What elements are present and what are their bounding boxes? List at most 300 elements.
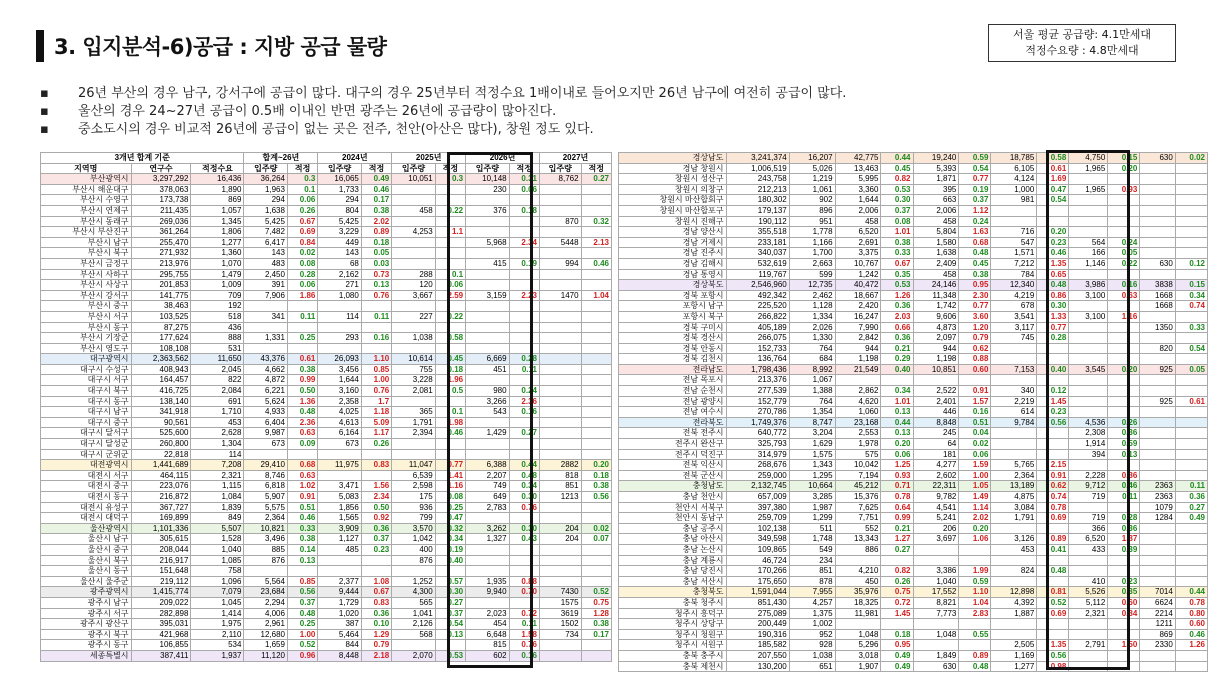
value-cell: 0.61 [287,354,317,365]
value-cell: 2,377 [318,576,362,587]
value-cell: 691 [191,396,244,407]
value-cell: 415 [466,258,510,269]
value-cell: 1,084 [191,492,244,503]
region-name-cell: 대구시 동구 [41,396,132,407]
value-cell: 1470 [539,290,581,301]
value-cell: 1,042 [392,534,436,545]
value-cell: 2,450 [244,269,288,280]
value-cell: 42,775 [835,153,881,164]
value-cell [1140,205,1176,216]
value-cell: 0.74 [1175,301,1207,312]
value-cell: 405,189 [726,322,789,333]
value-cell: 0.49 [361,174,391,185]
value-cell: 18,667 [835,290,881,301]
value-cell: 0.22 [1108,258,1140,269]
value-cell: 0.55 [959,629,991,640]
value-cell: 709 [191,290,244,301]
value-cell: 1,659 [244,640,288,651]
value-cell: 141,775 [131,290,191,301]
value-cell: 815 [466,640,510,651]
value-cell: 2,084 [191,386,244,397]
value-cell [539,184,581,195]
value-cell: 2,132,745 [726,481,789,492]
value-cell: 8,747 [789,417,835,428]
value-cell: 0.80 [1175,608,1207,619]
value-cell: 1,748 [789,534,835,545]
value-cell: 16,065 [318,174,362,185]
value-cell: 5,425 [318,216,362,227]
value-cell: 0.5 [435,386,465,397]
value-cell: 1.1 [435,227,465,238]
value-cell: 0.67 [881,258,913,269]
value-cell: 657,009 [726,492,789,503]
value-cell: 2,207 [466,470,510,481]
value-cell: 2,553 [835,428,881,439]
value-cell: 851 [539,481,581,492]
value-cell: 0.20 [1108,163,1140,174]
value-cell: 4,253 [392,227,436,238]
value-cell: 0.02 [581,523,611,534]
value-cell: 1.05 [959,481,991,492]
value-cell: 271,932 [131,248,191,259]
value-cell: 2,321 [1069,608,1108,619]
value-cell: 5,296 [835,640,881,651]
value-cell: 0.46 [1175,629,1207,640]
region-name-cell: 경남 진주시 [619,248,727,259]
value-cell: 5,026 [789,163,835,174]
value-cell: 1,935 [466,576,510,587]
value-cell: 888 [191,333,244,344]
value-cell: 3,697 [913,534,959,545]
value-cell: 0.83 [361,460,391,471]
region-name-cell: 대구시 중구 [41,417,132,428]
value-cell: 0.34 [509,481,539,492]
value-cell: 1.10 [361,354,391,365]
value-cell: 130,200 [726,661,789,672]
value-cell: 3,018 [835,650,881,661]
value-cell: 1,345 [191,216,244,227]
value-cell: 16,436 [191,174,244,185]
value-cell: 0.13 [435,629,465,640]
value-cell: 192 [191,301,244,312]
value-cell: 6,221 [244,386,288,397]
region-name-cell: 충청북도 [619,587,727,598]
value-cell [1140,333,1176,344]
value-cell: 453 [191,417,244,428]
value-cell: 3,159 [466,290,510,301]
value-cell: 325,793 [726,439,789,450]
value-cell [581,576,611,587]
value-cell [287,301,317,312]
value-cell: 1,041 [392,608,436,619]
value-cell: 0.24 [959,216,991,227]
value-cell: 136,764 [726,354,789,365]
region-name-cell: 부산시 사하구 [41,269,132,280]
value-cell [1140,237,1176,248]
value-cell: 1.98 [435,417,465,428]
value-cell: 2.23 [509,290,539,301]
value-cell [581,386,611,397]
value-cell: 201,853 [131,280,191,291]
value-cell: 5,507 [191,523,244,534]
value-cell: 1,388 [789,386,835,397]
value-cell: 944 [913,343,959,354]
value-cell: 1.27 [881,534,913,545]
value-cell: 0.54 [435,619,465,630]
region-name-cell: 대구시 달성군 [41,439,132,450]
value-cell: 2,401 [913,396,959,407]
value-cell [991,375,1037,386]
value-cell: 179,137 [726,205,789,216]
value-cell [959,544,991,555]
value-cell: 0.69 [287,227,317,238]
value-cell [539,280,581,291]
value-cell: 1.00 [361,375,391,386]
column-header: 연구수 [131,163,191,174]
value-cell: 0.49 [881,661,913,672]
value-cell: 0.88 [959,354,991,365]
value-cell [539,502,581,513]
value-cell: 799 [392,513,436,524]
value-cell: 0.60 [1108,597,1140,608]
value-cell: 0.91 [287,492,317,503]
value-cell: 5,995 [835,174,881,185]
value-cell [1175,227,1207,238]
value-cell: 2,162 [318,269,362,280]
value-cell: 1,006,519 [726,163,789,174]
region-name-cell: 전북 군산시 [619,470,727,481]
value-cell: 0.36 [361,523,391,534]
value-cell: 0.72 [881,597,913,608]
value-cell [581,544,611,555]
value-cell: 0.98 [1037,661,1069,672]
value-cell: 1,975 [191,619,244,630]
value-cell: 2,126 [392,619,436,630]
value-cell: 8,448 [318,650,362,661]
value-cell: 1.18 [361,407,391,418]
value-cell: 0.11 [1108,492,1140,503]
value-cell: 0.20 [1037,227,1069,238]
value-cell: 0.17 [361,195,391,206]
value-cell: 458 [913,216,959,227]
value-cell: 10,051 [392,174,436,185]
value-cell: 1,277 [991,661,1037,672]
value-cell: 378,063 [131,184,191,195]
value-cell: 1,849 [913,650,959,661]
value-cell: 43,376 [244,354,288,365]
value-cell: 0.15 [1175,280,1207,291]
info-line: 적정수요량 : 4.8만세대 [1025,44,1139,57]
value-cell: 0.69 [1037,513,1069,524]
region-name-cell: 충북 청주시 [619,597,727,608]
value-cell: 22,818 [131,449,191,460]
value-cell: 0.46 [287,513,317,524]
value-cell: 216,917 [131,555,191,566]
value-cell [1175,544,1207,555]
value-cell: 2,219 [991,396,1037,407]
value-cell: 0.11 [1175,481,1207,492]
value-cell: 200,449 [726,619,789,630]
value-cell [539,386,581,397]
value-cell [991,629,1037,640]
value-cell: 0.52 [581,587,611,598]
region-name-cell: 경남 거제시 [619,237,727,248]
value-cell: 0.36 [1175,492,1207,503]
value-cell: 1,002 [789,619,835,630]
value-cell: 2.59 [435,290,465,301]
value-cell: 1,479 [191,269,244,280]
value-cell: 23,168 [835,417,881,428]
value-cell: 0.08 [435,492,465,503]
value-cell: 106,855 [131,640,191,651]
region-name-cell: 세종특별시 [41,650,132,661]
value-cell: 0.35 [1108,587,1140,598]
value-cell: 2363 [1140,492,1176,503]
value-cell: 0.62 [1037,481,1069,492]
group-header: 2024년 [318,153,392,164]
value-cell: 0.28 [509,354,539,365]
value-cell: 6,404 [244,417,288,428]
value-cell: 0.48 [509,470,539,481]
value-cell: 0.24 [509,386,539,397]
value-cell: 6,105 [991,163,1037,174]
value-cell: 1,890 [191,184,244,195]
value-cell: 0.18 [581,470,611,481]
value-cell: 1,067 [789,375,835,386]
value-cell: 0.44 [509,460,539,471]
region-name-cell: 전남 목포시 [619,375,727,386]
value-cell: 11,120 [244,650,288,661]
value-cell: 18,325 [835,597,881,608]
value-cell [539,333,581,344]
value-cell: 2,961 [244,619,288,630]
value-cell: 885 [244,544,288,555]
value-cell: 288 [392,269,436,280]
value-cell [392,216,436,227]
value-cell: 1,629 [789,439,835,450]
value-cell [539,417,581,428]
value-cell: 3,541 [991,311,1037,322]
value-cell [581,311,611,322]
value-cell: 3.60 [959,311,991,322]
value-cell [539,439,581,450]
value-cell: 1.7 [361,396,391,407]
value-cell: 2.83 [959,608,991,619]
value-cell: 1,242 [835,269,881,280]
value-cell: 5,968 [466,237,510,248]
value-cell: 0.06 [287,195,317,206]
value-cell: 0.06 [287,280,317,291]
value-cell: 3,241,374 [726,153,789,164]
bullet-item [40,85,846,103]
region-name-cell: 충청남도 [619,481,727,492]
value-cell: 0.1 [435,407,465,418]
value-cell: 575 [835,449,881,460]
value-cell: 2,394 [392,428,436,439]
value-cell: 518 [191,311,244,322]
value-cell: 0.48 [959,661,991,672]
value-cell: 234 [789,555,835,566]
value-cell: 0.26 [1108,417,1140,428]
value-cell: 749 [466,481,510,492]
value-cell: 0.48 [959,248,991,259]
value-cell: 1,127 [318,534,362,545]
region-name-cell: 부산시 해운대구 [41,184,132,195]
value-cell: 876 [244,555,288,566]
value-cell [287,449,317,460]
value-cell: 13,343 [835,534,881,545]
group-header: 합계~26년 [244,153,318,164]
value-cell: 6,388 [466,460,510,471]
value-cell: 4,662 [244,364,288,375]
value-cell: 0.26 [361,439,391,450]
value-cell: 0.53 [881,184,913,195]
value-cell: 12,340 [991,280,1037,291]
value-cell: 851 [789,566,835,577]
value-cell: 1,354 [789,407,835,418]
value-cell [1175,661,1207,672]
value-cell: 10,767 [835,258,881,269]
value-cell: 2,364 [244,513,288,524]
value-cell: 230 [466,184,510,195]
value-cell: 5,765 [991,460,1037,471]
value-cell: 0.69 [1037,608,1069,619]
value-cell: 1,700 [789,248,835,259]
region-name-cell: 충남 공주시 [619,523,727,534]
region-name-cell: 창원시 마산합포구 [619,205,727,216]
value-cell: 1,441,689 [131,460,191,471]
page-title: 3. 입지분석-6)공급 : 지방 공급 물량 [54,35,387,59]
region-name-cell: 대구시 북구 [41,386,132,397]
value-cell: 46,724 [726,555,789,566]
value-cell: 6624 [1140,597,1176,608]
region-name-cell: 경남 김해시 [619,258,727,269]
value-cell: 649 [466,492,510,503]
value-cell: 0.06 [509,184,539,195]
value-cell [1175,184,1207,195]
value-cell: 0.05 [1175,364,1207,375]
value-cell: 1,733 [318,184,362,195]
value-cell: 3,204 [789,428,835,439]
value-cell: 9,784 [991,417,1037,428]
value-cell: 0.20 [881,439,913,450]
value-cell: 7,079 [191,587,244,598]
value-cell: 223,076 [131,481,191,492]
value-cell: 1,965 [1069,163,1108,174]
value-cell: 3619 [539,608,581,619]
value-cell: 0.92 [361,513,391,524]
value-cell: 1,575 [789,449,835,460]
value-cell [581,449,611,460]
value-cell: 0.99 [881,513,913,524]
value-cell: 849 [191,513,244,524]
value-cell [991,205,1037,216]
value-cell: 23,684 [244,587,288,598]
value-cell: 0.26 [881,576,913,587]
value-cell: 549 [789,544,835,555]
value-cell: 5,112 [1069,597,1108,608]
value-cell: 0.84 [287,237,317,248]
value-cell: 0.27 [581,174,611,185]
value-cell: 1.99 [959,566,991,577]
value-cell: 2,783 [466,502,510,513]
value-cell: 764 [789,396,835,407]
value-cell [244,449,288,460]
value-cell: 1,963 [244,184,288,195]
value-cell: 1.50 [1108,640,1140,651]
value-cell: 0.79 [361,640,391,651]
value-cell: 1,978 [835,439,881,450]
value-cell: 367,727 [131,502,191,513]
value-cell: 0.54 [959,163,991,174]
value-cell: 314,979 [726,449,789,460]
value-cell: 0.82 [881,174,913,185]
column-header: 적정 [509,163,539,174]
value-cell: 1,729 [318,597,362,608]
value-cell: 1.56 [361,481,391,492]
value-cell: 119,767 [726,269,789,280]
value-cell: 1350 [1140,322,1176,333]
value-cell: 1,096 [191,576,244,587]
region-name-cell: 창원시 마산합회구 [619,195,727,206]
value-cell: 0.59 [959,153,991,164]
value-cell: 3,667 [392,290,436,301]
value-cell: 2,546,960 [726,280,789,291]
value-cell: 7014 [1140,587,1176,598]
value-cell: 0.18 [881,629,913,640]
value-cell: 0.53 [435,650,465,661]
value-cell: 0.35 [881,269,913,280]
value-cell: 1.14 [959,502,991,513]
value-cell: 227 [392,311,436,322]
value-cell: 0.46 [1037,248,1069,259]
value-cell [539,396,581,407]
value-cell: 1,429 [466,428,510,439]
value-cell: 0.02 [1175,153,1207,164]
region-name-cell: 경상남도 [619,153,727,164]
value-cell: 216,872 [131,492,191,503]
value-cell: 0.85 [287,576,317,587]
value-cell [1140,269,1176,280]
value-cell: 4,124 [991,174,1037,185]
value-cell: 2,006 [835,205,881,216]
value-cell: 0.12 [1037,386,1069,397]
value-cell: 0.63 [287,428,317,439]
value-cell: 1,415,774 [131,587,191,598]
value-cell: 7,773 [913,608,959,619]
group-header: 2027년 [539,153,611,164]
value-cell: 0.48 [1037,566,1069,577]
bullet-marker: ▪ [40,104,49,119]
value-cell [581,417,611,428]
value-cell: 565 [392,597,436,608]
value-cell: 0.36 [1108,523,1140,534]
value-cell: 294 [244,195,288,206]
value-cell: 876 [392,555,436,566]
value-cell: 2,363,562 [131,354,191,365]
region-name-cell: 부산시 강서구 [41,290,132,301]
value-cell: 0.93 [1108,184,1140,195]
value-cell: 410 [1069,576,1108,587]
value-cell: 7,153 [991,364,1037,375]
value-cell: 245 [913,428,959,439]
value-cell [1175,248,1207,259]
value-cell [287,322,317,333]
value-cell [539,364,581,375]
value-cell: 1,749,376 [726,417,789,428]
value-cell: 3838 [1140,280,1176,291]
bullet-marker: ▪ [40,86,49,101]
